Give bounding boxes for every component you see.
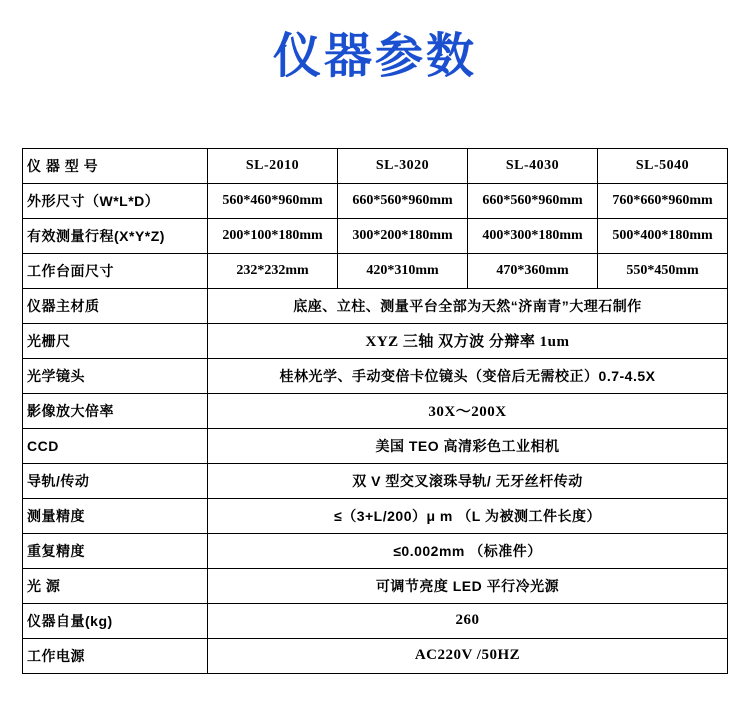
row-label: 测量精度 bbox=[23, 498, 208, 533]
row-label: 仪器自量(kg) bbox=[23, 603, 208, 638]
row-label: 外形尺寸（W*L*D） bbox=[23, 183, 208, 218]
row-value: 470*360mm bbox=[468, 253, 598, 288]
row-value-span: ≤0.002mm （标准件） bbox=[208, 533, 728, 568]
row-label: 光学镜头 bbox=[23, 358, 208, 393]
model-header-sl-4030: SL-4030 bbox=[468, 148, 598, 183]
row-value: 420*310mm bbox=[338, 253, 468, 288]
row-value-span: 桂林光学、手动变倍卡位镜头（变倍后无需校正）0.7-4.5X bbox=[208, 358, 728, 393]
row-value: 660*560*960mm bbox=[468, 183, 598, 218]
table-row bbox=[23, 218, 728, 253]
table-row bbox=[23, 253, 728, 288]
row-value-span: 260 bbox=[208, 603, 728, 638]
row-value-span: ≤（3+L/200）μ m （L 为被测工件长度） bbox=[208, 498, 728, 533]
row-value: 200*100*180mm bbox=[208, 218, 338, 253]
specification-table bbox=[22, 148, 728, 674]
row-value-span: XYZ 三轴 双方波 分辩率 1um bbox=[208, 323, 728, 358]
row-label: 导轨/传动 bbox=[23, 463, 208, 498]
row-label: 影像放大倍率 bbox=[23, 393, 208, 428]
table-row bbox=[23, 288, 728, 323]
row-value-span: 30X～200X bbox=[208, 393, 728, 428]
table-row bbox=[23, 323, 728, 358]
spec-table-container bbox=[22, 148, 728, 674]
page-title: 仪器参数 bbox=[272, 30, 477, 83]
table-row bbox=[23, 568, 728, 603]
row-value: 232*232mm bbox=[208, 253, 338, 288]
table-row bbox=[23, 638, 728, 673]
model-header-sl-2010: SL-2010 bbox=[208, 148, 338, 183]
row-value-span: 美国 TEO 高清彩色工业相机 bbox=[208, 428, 728, 463]
row-label: 工作台面尺寸 bbox=[23, 253, 208, 288]
row-value: 300*200*180mm bbox=[338, 218, 468, 253]
row-value: 400*300*180mm bbox=[468, 218, 598, 253]
table-row bbox=[23, 393, 728, 428]
row-value: 760*660*960mm bbox=[598, 183, 728, 218]
model-header-sl-5040: SL-5040 bbox=[598, 148, 728, 183]
row-value-span: 双 V 型交叉滚珠导轨/ 无牙丝杆传动 bbox=[208, 463, 728, 498]
row-value-span: 底座、立柱、测量平台全部为天然“济南青”大理石制作 bbox=[208, 288, 728, 323]
table-body bbox=[23, 148, 728, 673]
row-value: 500*400*180mm bbox=[598, 218, 728, 253]
table-row bbox=[23, 463, 728, 498]
row-label: 仪器主材质 bbox=[23, 288, 208, 323]
row-label: 光 源 bbox=[23, 568, 208, 603]
header-label-cell: 仪 器 型 号 bbox=[23, 148, 208, 183]
table-row bbox=[23, 183, 728, 218]
row-label: 重复精度 bbox=[23, 533, 208, 568]
table-header-row bbox=[23, 148, 728, 183]
row-label: 工作电源 bbox=[23, 638, 208, 673]
table-row bbox=[23, 358, 728, 393]
table-row bbox=[23, 603, 728, 638]
row-value-span: AC220V /50HZ bbox=[208, 638, 728, 673]
row-value: 560*460*960mm bbox=[208, 183, 338, 218]
row-label: 光栅尺 bbox=[23, 323, 208, 358]
model-header-sl-3020: SL-3020 bbox=[338, 148, 468, 183]
table-row bbox=[23, 498, 728, 533]
table-row bbox=[23, 533, 728, 568]
row-label: 有效测量行程(X*Y*Z) bbox=[23, 218, 208, 253]
table-row bbox=[23, 428, 728, 463]
row-label: CCD bbox=[23, 428, 208, 463]
row-value: 660*560*960mm bbox=[338, 183, 468, 218]
row-value-span: 可调节亮度 LED 平行冷光源 bbox=[208, 568, 728, 603]
row-value: 550*450mm bbox=[598, 253, 728, 288]
